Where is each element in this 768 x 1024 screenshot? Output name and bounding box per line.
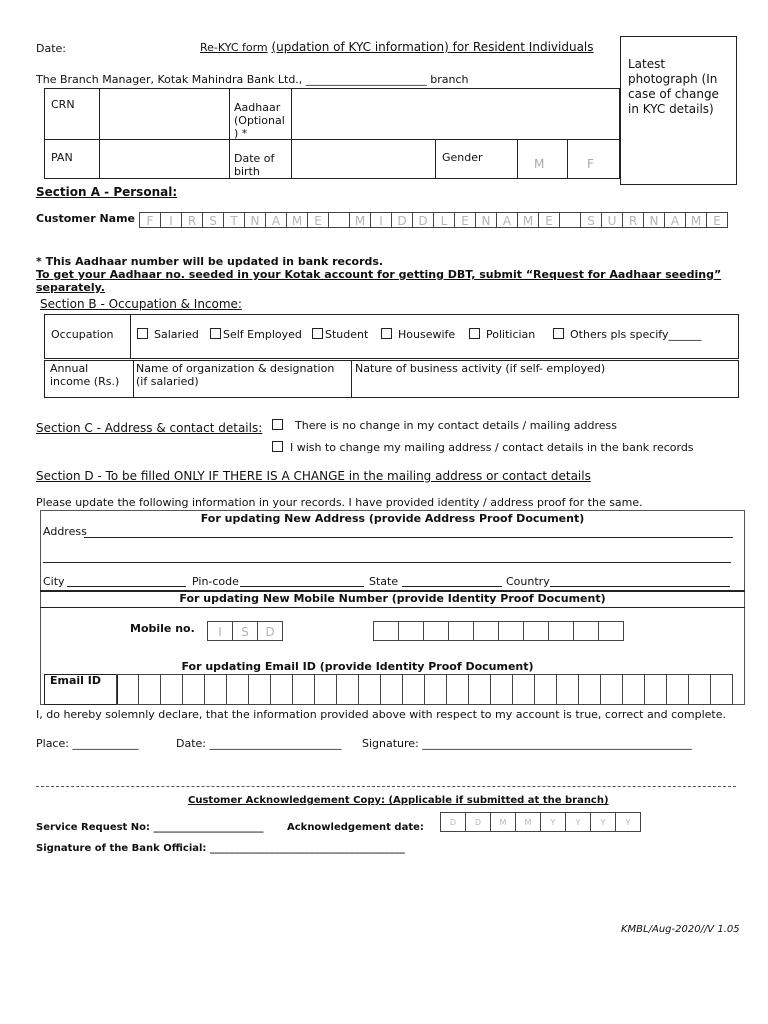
change-option[interactable]: I wish to change my mailing address / contact details in the bank records	[272, 441, 694, 454]
email-label: Email ID	[50, 674, 101, 687]
email-char-cell[interactable]	[666, 674, 689, 705]
name-char-cell[interactable]: N	[244, 212, 266, 228]
name-char-cell[interactable]: T	[223, 212, 245, 228]
cut-line	[36, 786, 736, 787]
date-char-cell[interactable]: D	[465, 812, 491, 832]
name-char-cell[interactable]	[328, 212, 350, 228]
email-char-cell[interactable]	[468, 674, 491, 705]
email-char-cell[interactable]	[226, 674, 249, 705]
name-char-cell[interactable]: A	[265, 212, 287, 228]
isd-char-cell[interactable]: D	[257, 621, 283, 641]
name-char-cell[interactable]: E	[706, 212, 728, 228]
mobile-digit-cell[interactable]	[598, 621, 624, 641]
ack-date-cells[interactable]	[441, 812, 641, 832]
checkbox[interactable]	[312, 328, 323, 339]
city-label: City	[43, 575, 65, 588]
country-field[interactable]	[550, 586, 730, 587]
section-d-title: Section D - To be filled ONLY IF THERE IS A CHANGE in the mailing address or contact details	[36, 469, 591, 483]
checkbox[interactable]	[469, 328, 480, 339]
name-char-cell[interactable]: M	[286, 212, 308, 228]
gender-label: Gender	[442, 151, 483, 164]
checkbox[interactable]	[137, 328, 148, 339]
date-char-cell[interactable]: Y	[615, 812, 641, 832]
name-char-cell[interactable]: M	[685, 212, 707, 228]
email-char-cell[interactable]	[358, 674, 381, 705]
section-b-title: Section B - Occupation & Income:	[40, 297, 242, 311]
checkbox[interactable]	[210, 328, 221, 339]
no-change-option[interactable]: There is no change in my contact details / mailing address	[272, 419, 617, 432]
declaration-text: I, do hereby solemnly declare, that the information provided above with respect to my account is true, correct and complete.	[36, 708, 727, 721]
name-char-cell[interactable]: N	[475, 212, 497, 228]
email-char-cell[interactable]	[380, 674, 403, 705]
dob-label: Date of birth	[234, 152, 275, 178]
aadhaar-note-1: * This Aadhaar number will be updated in bank records.	[36, 255, 384, 268]
date-char-cell[interactable]: Y	[540, 812, 566, 832]
name-char-cell[interactable]: A	[496, 212, 518, 228]
service-request-field[interactable]: Service Request No: ______________________	[36, 822, 264, 833]
email-char-cell[interactable]	[292, 674, 315, 705]
checkbox[interactable]	[272, 419, 283, 430]
customer-name-label: Customer Name	[36, 212, 135, 225]
occupation-salaried[interactable]: Salaried	[137, 328, 199, 341]
photo-box-text: Latest photograph (In case of change in KYC details)	[628, 57, 719, 116]
gender-m-option[interactable]: M	[534, 157, 545, 171]
email-char-cell[interactable]	[248, 674, 271, 705]
declaration-date-field[interactable]: Date: ________________________	[176, 737, 342, 750]
annual-income-label: Annual income (Rs.)	[50, 362, 120, 388]
date-char-cell[interactable]: M	[515, 812, 541, 832]
section-d-intro: Please update the following information in your records. I have provided identity / address proof for the same.	[36, 496, 643, 509]
form-title-main: (updation of KYC information) for Resident Individuals	[271, 40, 594, 54]
crn-field[interactable]	[100, 90, 228, 138]
customer-name-cells[interactable]	[140, 212, 728, 228]
mobile-digit-cell[interactable]	[548, 621, 574, 641]
occupation-label: Occupation	[51, 328, 114, 341]
mobile-digit-cell[interactable]	[448, 621, 474, 641]
email-char-cell[interactable]	[446, 674, 469, 705]
email-char-cell[interactable]	[490, 674, 513, 705]
address-line-1[interactable]	[84, 537, 733, 538]
dob-field[interactable]	[292, 141, 434, 178]
signature-field[interactable]: Signature: _________________________________________________	[362, 737, 692, 750]
name-char-cell[interactable]: A	[664, 212, 686, 228]
email-char-cell[interactable]	[622, 674, 645, 705]
email-char-cell[interactable]	[688, 674, 711, 705]
name-char-cell[interactable]: U	[601, 212, 623, 228]
occupation-others[interactable]: Others pls specify______	[553, 328, 702, 341]
pincode-field[interactable]	[240, 586, 364, 587]
bank-official-signature[interactable]: Signature of the Bank Official: _______________________________________	[36, 843, 405, 854]
pan-field[interactable]	[100, 141, 228, 178]
form-title	[200, 40, 594, 54]
ack-date-label: Acknowledgement date:	[287, 822, 424, 833]
email-char-cell[interactable]	[402, 674, 425, 705]
mobile-digit-cell[interactable]	[473, 621, 499, 641]
occupation-housewife[interactable]: Housewife	[381, 328, 455, 341]
email-heading: For updating Email ID (provide Identity Proof Document)	[181, 660, 534, 673]
ack-title: Customer Acknowledgement Copy: (Applicable if submitted at the branch)	[188, 795, 609, 806]
date-char-cell[interactable]: D	[440, 812, 466, 832]
isd-char-cell[interactable]: I	[207, 621, 233, 641]
mobile-digit-cell[interactable]	[523, 621, 549, 641]
email-char-cell[interactable]	[336, 674, 359, 705]
pincode-label: Pin-code	[192, 575, 239, 588]
name-char-cell[interactable]: D	[412, 212, 434, 228]
mobile-digit-cell[interactable]	[573, 621, 599, 641]
state-label: State	[369, 575, 399, 588]
date-label: Date:	[36, 42, 66, 55]
email-char-cell[interactable]	[138, 674, 161, 705]
date-char-cell[interactable]: M	[490, 812, 516, 832]
date-char-cell[interactable]: Y	[590, 812, 616, 832]
name-char-cell[interactable]: S	[580, 212, 602, 228]
state-field[interactable]	[402, 586, 502, 587]
email-char-cell[interactable]	[160, 674, 183, 705]
pan-label: PAN	[51, 151, 73, 164]
checkbox[interactable]	[272, 441, 283, 452]
name-char-cell[interactable]: M	[517, 212, 539, 228]
mobile-digit-cell[interactable]	[498, 621, 524, 641]
isd-cells[interactable]	[208, 621, 283, 641]
name-char-cell[interactable]: R	[181, 212, 203, 228]
email-char-cell[interactable]	[512, 674, 535, 705]
email-char-cell[interactable]	[534, 674, 557, 705]
email-char-cell[interactable]	[204, 674, 227, 705]
section-c-title: Section C - Address & contact details:	[36, 421, 263, 435]
isd-char-cell[interactable]: S	[232, 621, 258, 641]
name-char-cell[interactable]: L	[433, 212, 455, 228]
version-label: KMBL/Aug-2020//V 1.05	[621, 924, 740, 935]
occupation-self-employed[interactable]: Self Employed	[210, 328, 302, 341]
aadhaar-label: Aadhaar (Optional ) *	[234, 101, 285, 140]
email-char-cell[interactable]	[314, 674, 337, 705]
gender-f-option[interactable]: F	[587, 157, 594, 171]
name-char-cell[interactable]: F	[139, 212, 161, 228]
occupation-politician[interactable]: Politician	[469, 328, 535, 341]
email-char-cell[interactable]	[578, 674, 601, 705]
photo-box[interactable]	[620, 36, 737, 185]
name-char-cell[interactable]: N	[643, 212, 665, 228]
name-char-cell[interactable]	[559, 212, 581, 228]
place-field[interactable]: Place: ____________	[36, 737, 139, 750]
name-char-cell[interactable]: E	[307, 212, 329, 228]
name-char-cell[interactable]: E	[538, 212, 560, 228]
checkbox[interactable]	[381, 328, 392, 339]
mobile-label: Mobile no.	[130, 622, 195, 635]
occupation-student[interactable]: Student	[312, 328, 368, 341]
email-char-cell[interactable]	[182, 674, 205, 705]
email-char-cell[interactable]	[644, 674, 667, 705]
email-char-cell[interactable]	[270, 674, 293, 705]
name-char-cell[interactable]: M	[349, 212, 371, 228]
mobile-digit-cell[interactable]	[373, 621, 399, 641]
name-char-cell[interactable]: I	[370, 212, 392, 228]
form-title-prefix: Re-KYC form	[200, 41, 268, 54]
name-char-cell[interactable]: E	[454, 212, 476, 228]
email-char-cell[interactable]	[424, 674, 447, 705]
email-char-cell[interactable]	[600, 674, 623, 705]
country-label: Country	[506, 575, 550, 588]
city-field[interactable]	[67, 586, 186, 587]
org-designation-label: Name of organization & designation (if salaried)	[136, 362, 335, 388]
crn-label: CRN	[51, 98, 75, 111]
email-char-cell[interactable]	[710, 674, 733, 705]
address-label: Address	[43, 525, 87, 538]
address-heading: For updating New Address (provide Address Proof Document)	[200, 512, 585, 525]
branch-line: The Branch Manager, Kotak Mahindra Bank Ltd., ______________________ branch	[36, 73, 469, 86]
email-cells[interactable]	[117, 674, 733, 705]
mobile-heading: For updating New Mobile Number (provide Identity Proof Document)	[179, 592, 606, 605]
name-char-cell[interactable]: I	[160, 212, 182, 228]
checkbox[interactable]	[553, 328, 564, 339]
business-activity-label: Nature of business activity (if self- employed)	[355, 362, 606, 375]
mobile-number-cells[interactable]	[374, 621, 624, 641]
aadhaar-field[interactable]	[292, 90, 618, 138]
email-char-cell[interactable]	[116, 674, 139, 705]
mobile-digit-cell[interactable]	[423, 621, 449, 641]
aadhaar-note-2: To get your Aadhaar no. seeded in your Kotak account for getting DBT, submit “Request for Aadhaar seeding” separately.	[36, 268, 722, 294]
name-char-cell[interactable]: R	[622, 212, 644, 228]
name-char-cell[interactable]: S	[202, 212, 224, 228]
section-a-title: Section A - Personal:	[36, 185, 178, 199]
name-char-cell[interactable]: D	[391, 212, 413, 228]
mobile-digit-cell[interactable]	[398, 621, 424, 641]
date-char-cell[interactable]: Y	[565, 812, 591, 832]
email-char-cell[interactable]	[556, 674, 579, 705]
address-line-2[interactable]	[43, 562, 731, 563]
